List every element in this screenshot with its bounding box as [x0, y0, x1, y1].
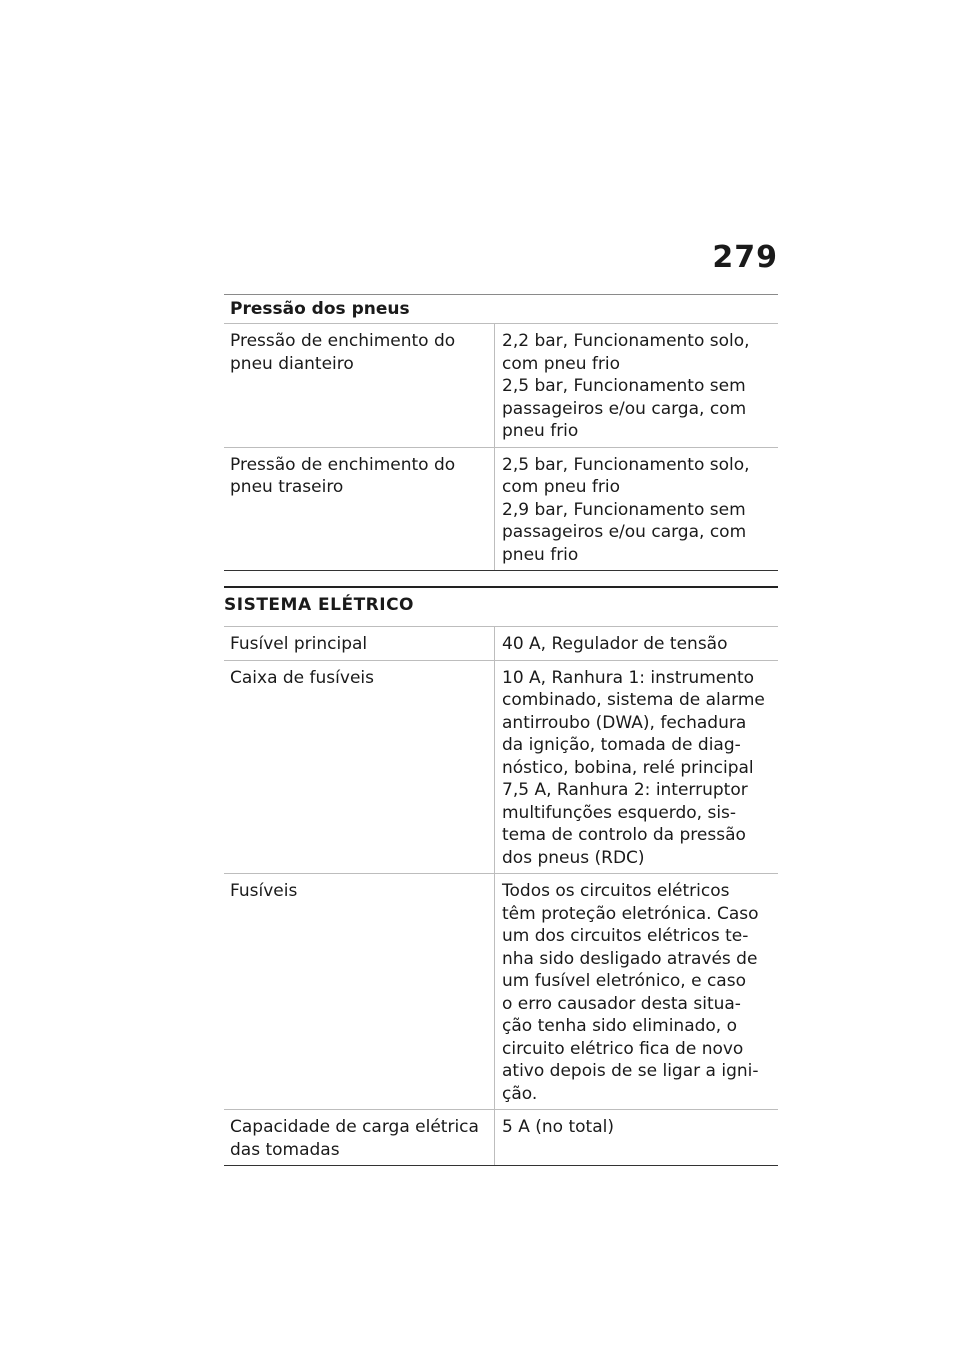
- table-row: [224, 626, 778, 660]
- row-label: Fusível principal: [230, 634, 368, 654]
- table-row: [224, 873, 778, 1109]
- row-value: 2,2 bar, Funcionamento solo, com pneu frio 2,5 bar, Funcionamento sem passageiros e/ou carga, com pneu frio: [494, 324, 778, 447]
- row-label: Caixa de fusíveis: [230, 667, 374, 688]
- table-row: [224, 660, 778, 874]
- page-number: 279: [712, 240, 778, 275]
- row-label: Pressão de enchimento do pneu traseiro: [230, 454, 456, 497]
- row-value: 10 A, Ranhura 1: instrumento combinado, sistema de alarme antirroubo (DWA), fechadura da ignição, tomada de diag- nóstico, bobina, relé principal 7,5 A, Ranhura 2: interruptor multifunções esquerdo, sis- tema de controlo da pressão dos pneus (RDC): [494, 661, 778, 874]
- table-row: [224, 323, 778, 447]
- row-label: Capacidade de carga elétrica das tomadas: [230, 1117, 479, 1160]
- row-value: Todos os circuitos elétricos têm proteção eletrónica. Caso um dos circuitos elétricos te- nha sido desligado através de um fusível eletrónico, e caso o erro causador desta situa- ção tenha sido eliminado, o circuito elétrico fica de novo ativo depois de se ligar a igni- ção.: [494, 874, 778, 1109]
- row-value: 40 A, Regulador de tensão: [494, 627, 778, 660]
- row-value: 2,5 bar, Funcionamento solo, com pneu frio 2,9 bar, Funcionamento sem passageiros e/ou carga, com pneu frio: [494, 448, 778, 571]
- page-content: [224, 294, 778, 1166]
- table-row: [224, 1109, 778, 1166]
- tire-pressure-title: Pressão dos pneus: [230, 299, 410, 319]
- row-label: Pressão de enchimento do pneu dianteiro: [230, 331, 456, 374]
- electrical-section-title: SISTEMA ELÉTRICO: [224, 595, 415, 615]
- table-row: [224, 447, 778, 572]
- row-value: 5 A (no total): [494, 1110, 778, 1165]
- row-label: Fusíveis: [230, 881, 298, 901]
